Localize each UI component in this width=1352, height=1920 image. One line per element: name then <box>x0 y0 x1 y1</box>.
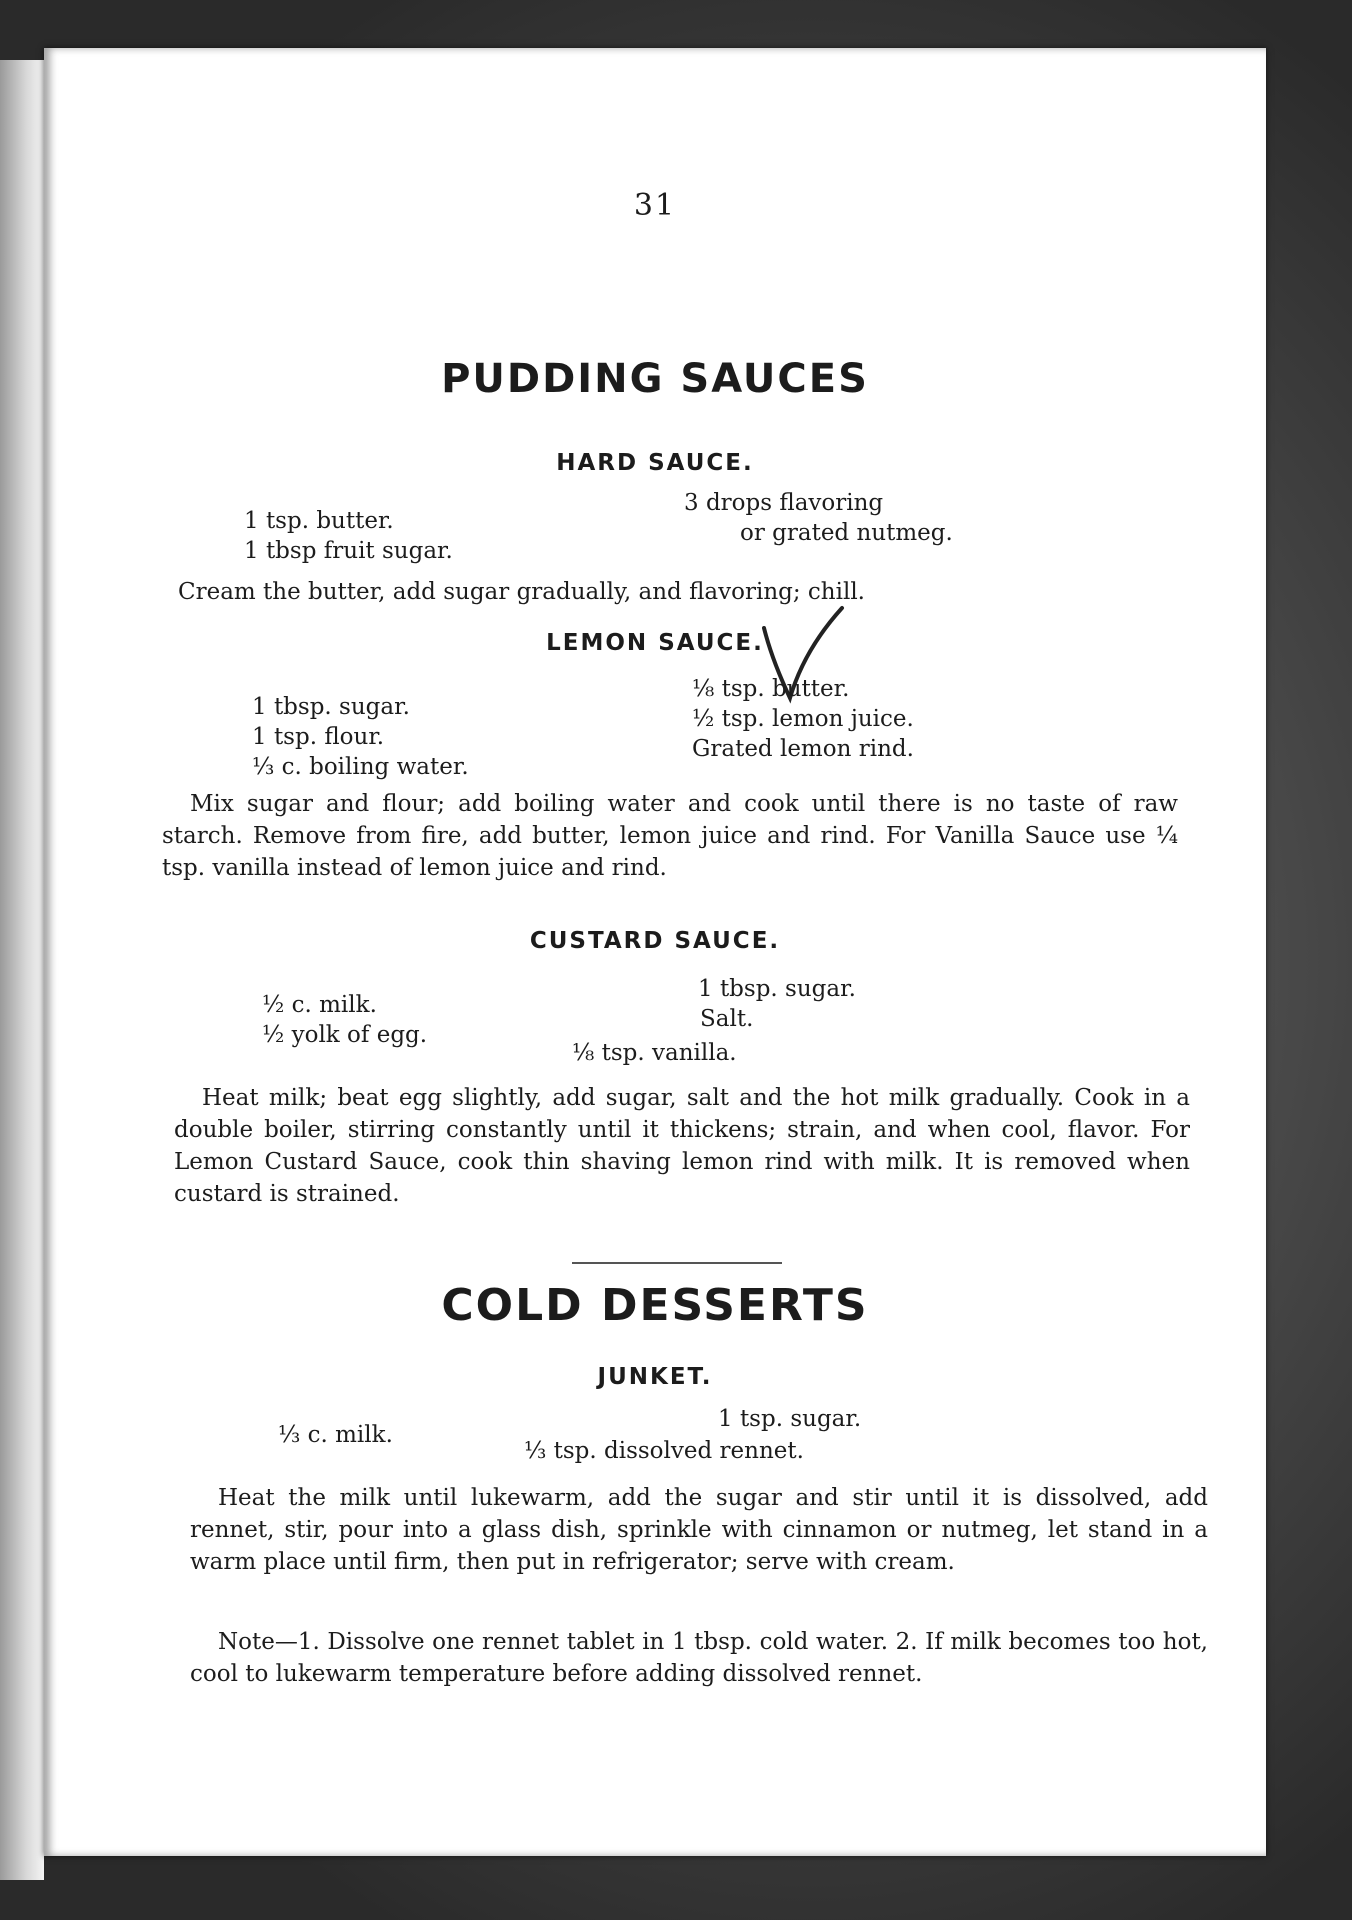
ingredient: ½ yolk of egg. <box>262 1022 428 1048</box>
page-number: 31 <box>633 188 677 223</box>
book-page <box>44 48 1266 1856</box>
ingredient: ½ tsp. lemon juice. <box>692 706 914 732</box>
ingredient: 1 tbsp. sugar. <box>698 976 856 1002</box>
section-title-pudding-sauces: PUDDING SAUCES <box>441 356 869 402</box>
method-lemon-sauce: Mix sugar and flour; add boiling water and cook until there is no taste of raw starch. Remove from fire, add butter, lemon juice and rind. For Vanilla Sauce use ¼ tsp. vanilla instead of lemon juice and rind. <box>162 791 1178 881</box>
ingredient: 1 tsp. flour. <box>252 724 385 750</box>
recipe-title-junket: JUNKET. <box>597 1364 713 1390</box>
section-divider <box>572 1262 782 1264</box>
method-junket: Heat the milk until lukewarm, add the sugar and stir until it is dissolved, add rennet, stir, pour into a glass dish, sprinkle with cinnamon or nutmeg, let stand in a warm place until firm, then put in refrigerator; serve with cream. <box>190 1485 1208 1575</box>
recipe-title-hard-sauce: HARD SAUCE. <box>556 450 754 476</box>
ingredient-center: ⅓ tsp. dissolved rennet. <box>524 1438 804 1464</box>
recipe-title-lemon-sauce: LEMON SAUCE. <box>546 630 764 656</box>
ingredient: 1 tsp. butter. <box>244 508 394 534</box>
ingredient: ⅓ c. boiling water. <box>252 754 469 780</box>
ingredient: 3 drops flavoring <box>684 490 884 516</box>
ingredient: ⅛ tsp. butter. <box>692 676 850 702</box>
method-custard-sauce: Heat milk; beat egg slightly, add sugar, salt and the hot milk gradually. Cook in a double boiler, stirring constantly until it thickens; strain, and when cool, flavor. For Lemon Custard Sauce, cook thin shaving lemon rind with milk. It is removed when custard is strained. <box>174 1085 1190 1207</box>
ingredient: Grated lemon rind. <box>692 736 914 762</box>
recipe-title-custard-sauce: CUSTARD SAUCE. <box>529 928 781 954</box>
method-hard-sauce: Cream the butter, add sugar gradually, and flavoring; chill. <box>178 579 865 605</box>
section-title-cold-desserts: COLD DESSERTS <box>441 1280 869 1331</box>
ingredient-list-right <box>698 974 856 1034</box>
ingredient: 1 tbsp fruit sugar. <box>244 538 453 564</box>
left-page-edge <box>0 60 44 1880</box>
ingredient: 1 tbsp. sugar. <box>252 694 410 720</box>
ingredient-list-left <box>262 990 427 1050</box>
ingredient-list-left <box>244 506 453 566</box>
ingredient: ½ c. milk. <box>262 992 377 1018</box>
ingredient-center: ⅛ tsp. vanilla. <box>572 1040 737 1066</box>
ingredient: or grated nutmeg. <box>740 520 953 546</box>
ingredient-list-right <box>684 488 953 548</box>
ingredient-right: 1 tsp. sugar. <box>718 1406 862 1432</box>
ingredient-left: ⅓ c. milk. <box>278 1422 393 1448</box>
ingredient-list-right <box>692 674 914 764</box>
ingredient: Salt. <box>700 1006 754 1032</box>
ingredient-list-left <box>252 692 469 782</box>
note-junket: Note—1. Dissolve one rennet tablet in 1 tbsp. cold water. 2. If milk becomes too hot, cool to lukewarm temperature before adding dissolved rennet. <box>190 1629 1208 1687</box>
